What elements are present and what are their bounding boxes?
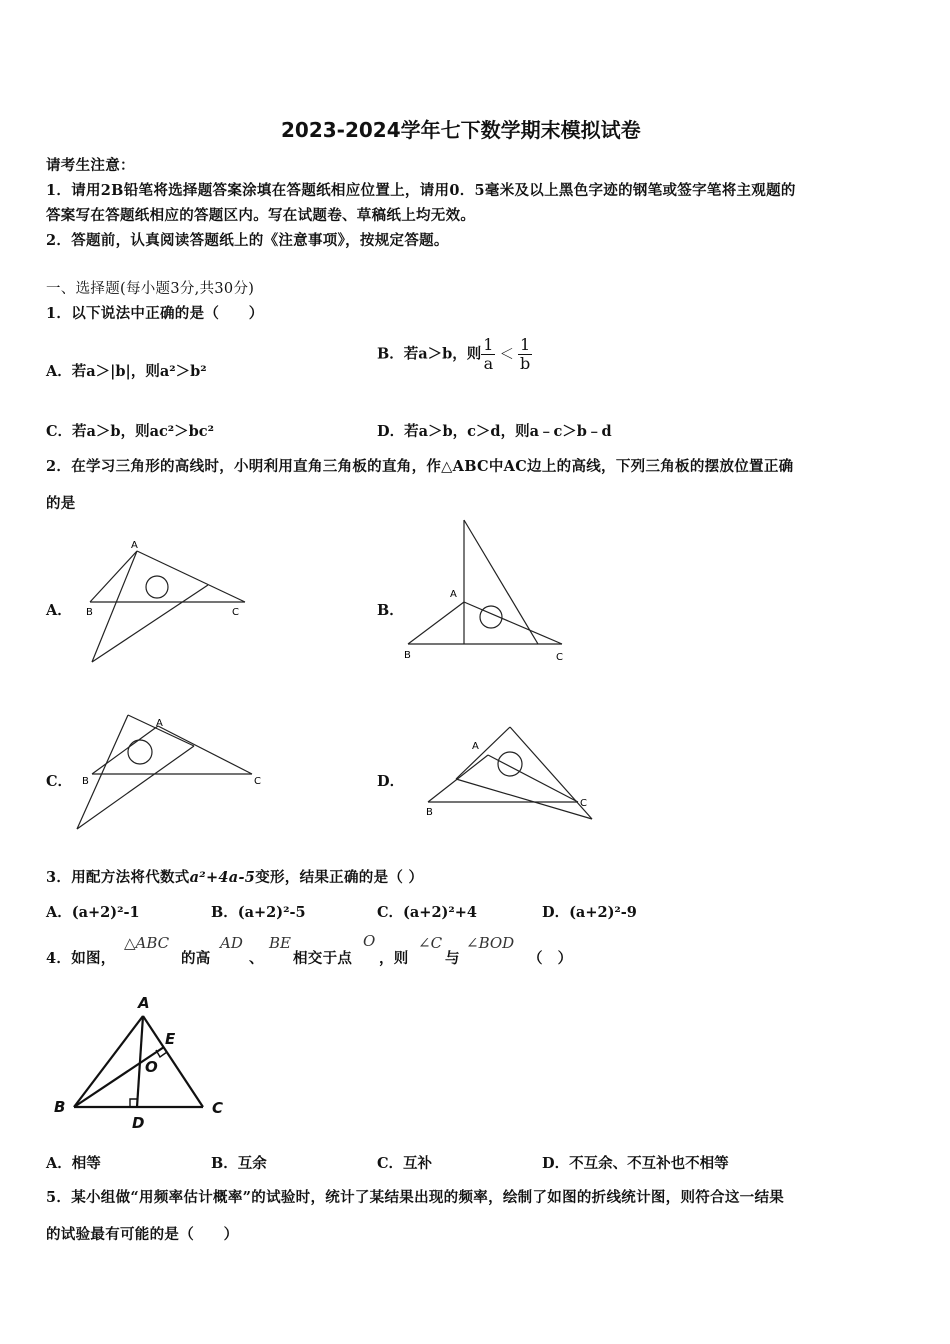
q4-ad: AD xyxy=(220,934,243,952)
vertex-a-label: A xyxy=(156,718,163,729)
q3-option-b: B．(a+2)²-5 xyxy=(211,904,306,921)
q1-option-c: C．若a＞b，则ac²＞bc² xyxy=(46,423,214,440)
q4-option-b: B．互余 xyxy=(211,1155,267,1172)
notice-line-1b: 答案写在答题纸相应的答题区内。写在试题卷、草稿纸上均无效。 xyxy=(46,207,476,224)
vertex-b-label: B xyxy=(86,607,93,618)
point-c-label: C xyxy=(212,1099,224,1117)
q4-stem-prefix: 4．如图， xyxy=(46,950,116,967)
q4-triangle-abc: △ABC xyxy=(124,934,170,952)
q1-option-a: A．若a＞|b|，则a²＞b² xyxy=(46,363,207,380)
point-e-label: E xyxy=(165,1030,176,1048)
q4-angle-c: ∠C xyxy=(418,934,443,952)
point-d-label: D xyxy=(132,1114,145,1132)
q4-option-d: D．不互余、不互补也不相等 xyxy=(542,1155,729,1172)
q4-be: BE xyxy=(269,934,291,952)
q3-option-a: A．(a+2)²-1 xyxy=(46,904,140,921)
denominator: b xyxy=(519,354,531,373)
q3-option-d: D．(a+2)²-9 xyxy=(542,904,637,921)
q4-separator: 、 xyxy=(249,950,264,967)
q4-intersect: 相交于点 xyxy=(293,950,353,967)
notice-heading: 请考生注意： xyxy=(46,157,135,174)
vertex-c-label: C xyxy=(254,776,261,787)
q5-stem-line-2: 的试验最有可能的是（ ） xyxy=(46,1226,239,1243)
point-a-label: A xyxy=(138,994,150,1012)
vertex-c-label: C xyxy=(556,652,563,663)
q2-option-b-label: B． xyxy=(377,602,404,619)
q2-figure-a xyxy=(80,535,250,670)
q1-option-b-prefix: B．若a＞b，则 xyxy=(377,345,482,363)
q2-option-c-label: C． xyxy=(46,773,73,790)
q4-figure xyxy=(48,988,238,1133)
fraction-1-over-b xyxy=(518,336,532,373)
vertex-a-label: A xyxy=(131,540,138,551)
q4-of-height: 的高 xyxy=(181,950,211,967)
vertex-a-label: A xyxy=(450,589,457,600)
q4-then: ，则 xyxy=(379,950,409,967)
numerator: 1 xyxy=(483,335,494,354)
q4-and: 与 xyxy=(445,950,460,967)
q3-stem xyxy=(46,866,423,887)
q5-stem-line-1: 5．某小组做“用频率估计概率”的试验时，统计了某结果出现的频率，绘制了如图的折线统计图，则符合这一结果 xyxy=(46,1189,785,1206)
vertex-c-label: C xyxy=(232,607,239,618)
denominator: a xyxy=(481,354,495,373)
notice-line-2: 2．答题前，认真阅读答题纸上的《注意事项》，按规定答题。 xyxy=(46,232,449,249)
q2-stem-line-2: 的是 xyxy=(46,495,76,512)
q1-option-d: D．若a＞b，c＞d，则a﹣c＞b﹣d xyxy=(377,423,612,440)
q4-o: O xyxy=(363,932,376,950)
q2-option-d-label: D． xyxy=(377,773,405,790)
fraction-1-over-a xyxy=(481,336,495,373)
section-heading: 一、选择题(每小题3分,共30分) xyxy=(46,281,255,297)
vertex-c-label: C xyxy=(580,798,587,809)
vertex-a-label: A xyxy=(472,741,479,752)
q1-option-b xyxy=(377,336,532,373)
q4-option-c: C．互补 xyxy=(377,1155,433,1172)
q3-stem-prefix: 3．用配方法将代数式 xyxy=(46,869,190,886)
less-than-sign: ＜ xyxy=(499,346,514,363)
q3-stem-suffix: 变形，结果正确的是（ ） xyxy=(255,869,424,886)
vertex-b-label: B xyxy=(82,776,89,787)
q1-stem: 1．以下说法中正确的是（ ） xyxy=(46,305,264,322)
numerator: 1 xyxy=(520,335,531,354)
q4-angle-bod: ∠BOD xyxy=(466,934,515,952)
q4-option-a: A．相等 xyxy=(46,1155,101,1172)
page-title: 2023-2024学年七下数学期末模拟试卷 xyxy=(281,118,641,142)
q2-figure-d xyxy=(420,722,605,827)
notice-line-1: 1．请用2B铅笔将选择题答案涂填在答题纸相应位置上，请用0．5毫米及以上黑色字迹的钢笔或签字笔将主观题的 xyxy=(46,182,796,199)
vertex-b-label: B xyxy=(404,650,411,661)
q4-paren: （ ） xyxy=(528,950,573,967)
q3-option-c: C．(a+2)²+4 xyxy=(377,904,477,921)
q2-figure-b xyxy=(400,515,570,665)
q2-option-a-label: A． xyxy=(46,602,72,619)
point-o-label: O xyxy=(145,1058,158,1076)
vertex-b-label: B xyxy=(426,807,433,818)
q3-expression: a²+4a-5 xyxy=(189,869,256,886)
q2-figure-c xyxy=(70,708,270,833)
q2-stem-line-1: 2．在学习三角形的高线时，小明利用直角三角板的直角，作△ABC中AC边上的高线，下列三角板的摆放位置正确 xyxy=(46,458,794,475)
point-b-label: B xyxy=(54,1098,66,1116)
